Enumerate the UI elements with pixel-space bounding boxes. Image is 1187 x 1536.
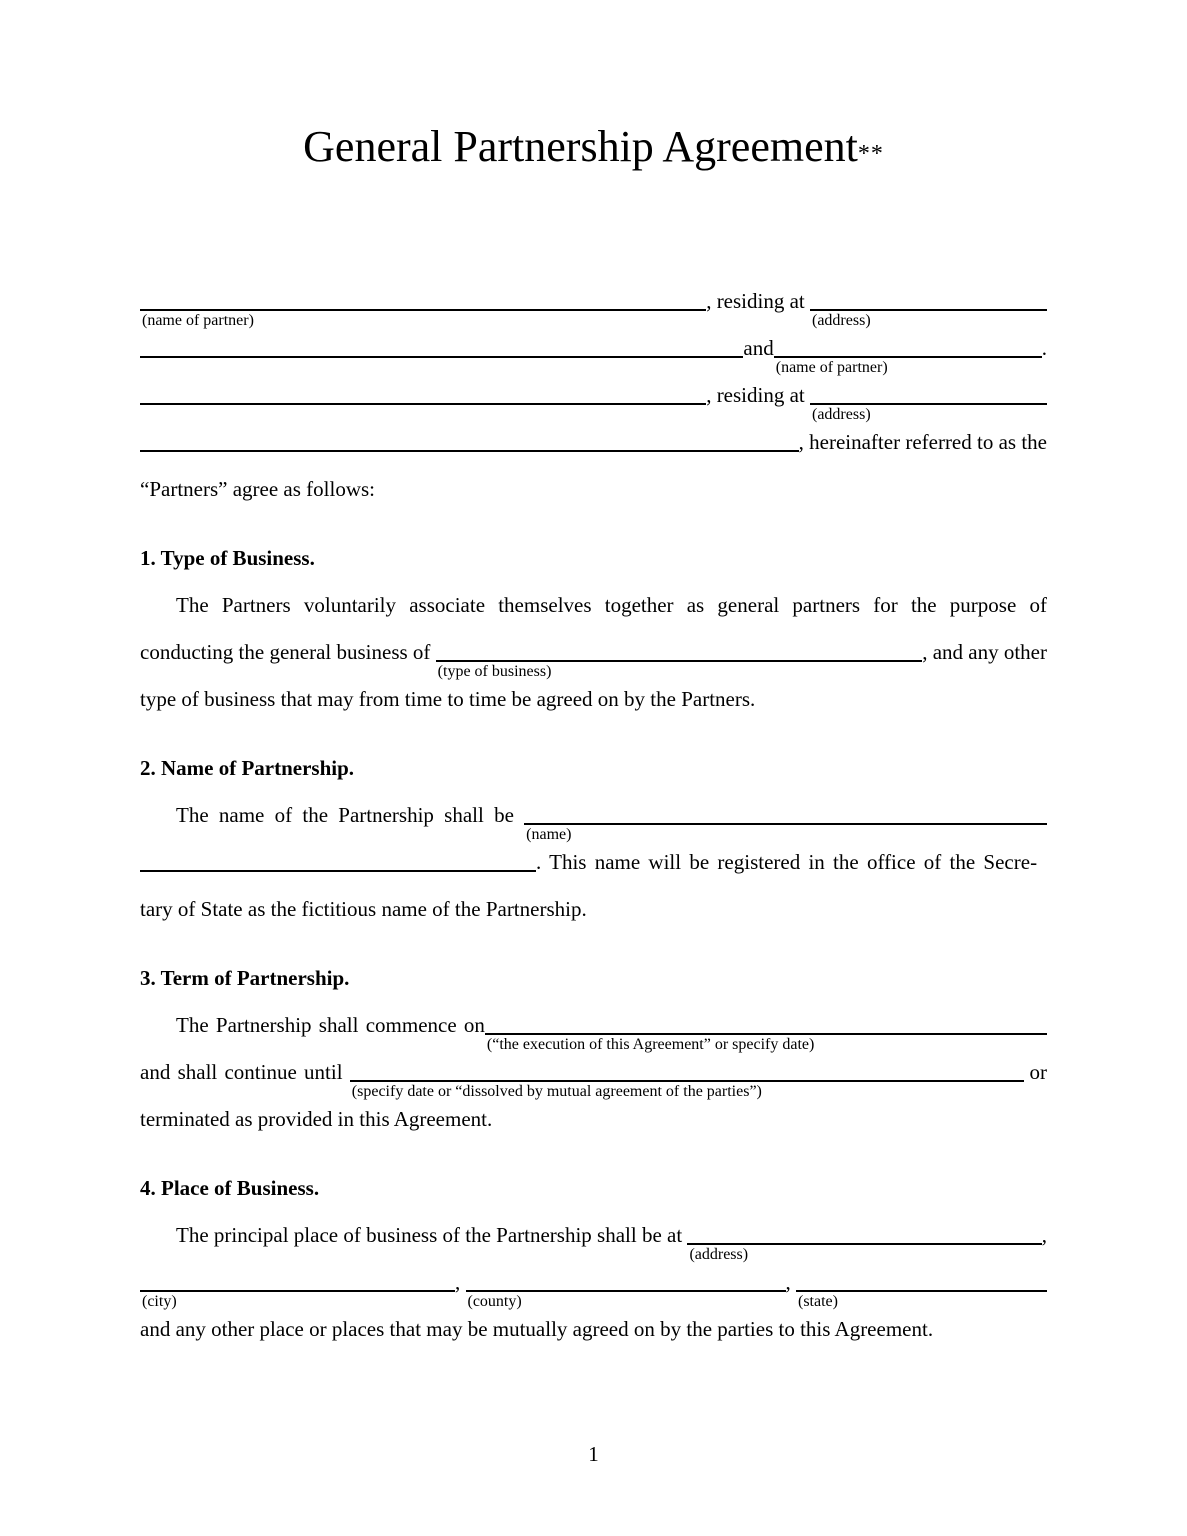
section4-para-line1 <box>140 1212 1047 1263</box>
partnership-name-blank[interactable] <box>524 792 1047 843</box>
business-state-blank[interactable] <box>796 1259 1047 1310</box>
section1-para-line2 <box>140 629 1047 680</box>
section-type-of-business <box>140 535 1047 723</box>
section3-para-line2 <box>140 1049 1047 1100</box>
section1-line2-after: , and any other <box>922 640 1047 664</box>
business-city-label: (city) <box>142 1293 177 1310</box>
section1-para-line3: type of business that may from time to time be agreed on by the Partners. <box>140 687 756 711</box>
partnership-name-cont-blank[interactable] <box>140 839 536 872</box>
business-county-label: (county) <box>467 1293 522 1310</box>
section4-heading: 4. Place of Business. <box>140 1176 320 1200</box>
partner2-address-blank[interactable] <box>810 372 1047 423</box>
partner2-address-label: (address) <box>812 406 871 423</box>
business-city-blank[interactable] <box>140 1259 455 1310</box>
section-place-of-business <box>140 1165 1047 1353</box>
partner1-address-cont-blank[interactable] <box>140 325 743 358</box>
partner1-name-label: (name of partner) <box>142 312 254 329</box>
continuation-date-label: (specify date or “dissolved by mutual agreement of the parties”) <box>351 1083 762 1100</box>
section3-para-line1 <box>140 1002 1047 1053</box>
partner1-address-label: (address) <box>812 312 871 329</box>
business-address-label: (address) <box>689 1246 749 1263</box>
section3-para-line3: terminated as provided in this Agreement. <box>140 1107 493 1131</box>
partner2-name-blank[interactable] <box>774 325 1042 376</box>
section2-heading: 2. Name of Partnership. <box>140 756 355 780</box>
partner2-name-label: (name of partner) <box>775 359 888 376</box>
partnership-name-label: (name) <box>526 826 572 843</box>
section2-para-line3: tary of State as the fictitious name of the Partnership. <box>140 897 587 921</box>
partner1-address-blank[interactable] <box>810 278 1047 329</box>
section4-line1-after: , <box>1041 1223 1047 1247</box>
section1-line2-before: conducting the general business of <box>140 640 436 664</box>
section1-heading: 1. Type of Business. <box>140 546 315 570</box>
partner2-name-cont-blank[interactable] <box>140 372 706 405</box>
commencement-date-label: (“the execution of this Agreement” or specify date) <box>486 1036 815 1053</box>
intro-line-2 <box>140 325 1047 376</box>
section4-para-line3: and any other place or places that may be mutually agreed on by the parties to this Agreement. <box>140 1317 934 1341</box>
section2-para-line1 <box>140 792 1047 843</box>
partners-agree-text: “Partners” agree as follows: <box>140 477 375 501</box>
intro-line-3 <box>140 372 1047 423</box>
intro-line4-text: , hereinafter referred to as the <box>798 430 1047 454</box>
section1-para-line1: The Partners voluntarily associate themselves together as general partners for the purpose of <box>176 593 1047 617</box>
intro-line2-period: . <box>1041 336 1047 360</box>
section3-line2-before: and shall continue until <box>140 1060 350 1084</box>
intro-line-4 <box>140 419 1047 466</box>
section4-comma-1: , <box>455 1270 466 1294</box>
business-county-blank[interactable] <box>466 1259 786 1310</box>
title-text: General Partnership Agreement <box>303 122 858 171</box>
intro-line1-text: , residing at <box>706 289 810 313</box>
intro-line-1 <box>140 278 1047 329</box>
page-title <box>140 120 1047 181</box>
type-of-business-blank[interactable] <box>436 629 923 680</box>
section3-line1-before: The Partnership shall commence on <box>176 1013 485 1037</box>
parties-block <box>140 278 1047 513</box>
section3-heading: 3. Term of Partnership. <box>140 966 350 990</box>
section2-line1-before: The name of the Partnership shall be <box>176 803 525 827</box>
section4-line1-before: The principal place of business of the Partnership shall be at <box>176 1223 688 1247</box>
business-state-label: (state) <box>798 1293 838 1310</box>
partner1-name-blank[interactable] <box>140 278 706 329</box>
section-term-of-partnership <box>140 955 1047 1143</box>
section-name-of-partnership <box>140 745 1047 933</box>
section3-line2-after: or <box>1024 1060 1047 1084</box>
title-footnote-marker: ** <box>857 141 884 167</box>
partner2-address-cont-blank[interactable] <box>140 419 799 452</box>
section2-line2-after: . This name will be registered in the office of the Secre- <box>536 850 1038 874</box>
section2-para-line2 <box>140 839 1047 886</box>
intro-line3-text: , residing at <box>706 383 810 407</box>
continuation-date-blank[interactable] <box>350 1049 1024 1100</box>
commencement-date-blank[interactable] <box>485 1002 1047 1053</box>
page-number: 1 <box>588 1442 599 1466</box>
type-of-business-label: (type of business) <box>437 663 552 680</box>
section4-para-line2 <box>140 1259 1047 1310</box>
intro-line2-text: and <box>743 336 774 360</box>
section4-comma-2: , <box>785 1270 796 1294</box>
business-address-blank[interactable] <box>687 1212 1041 1263</box>
